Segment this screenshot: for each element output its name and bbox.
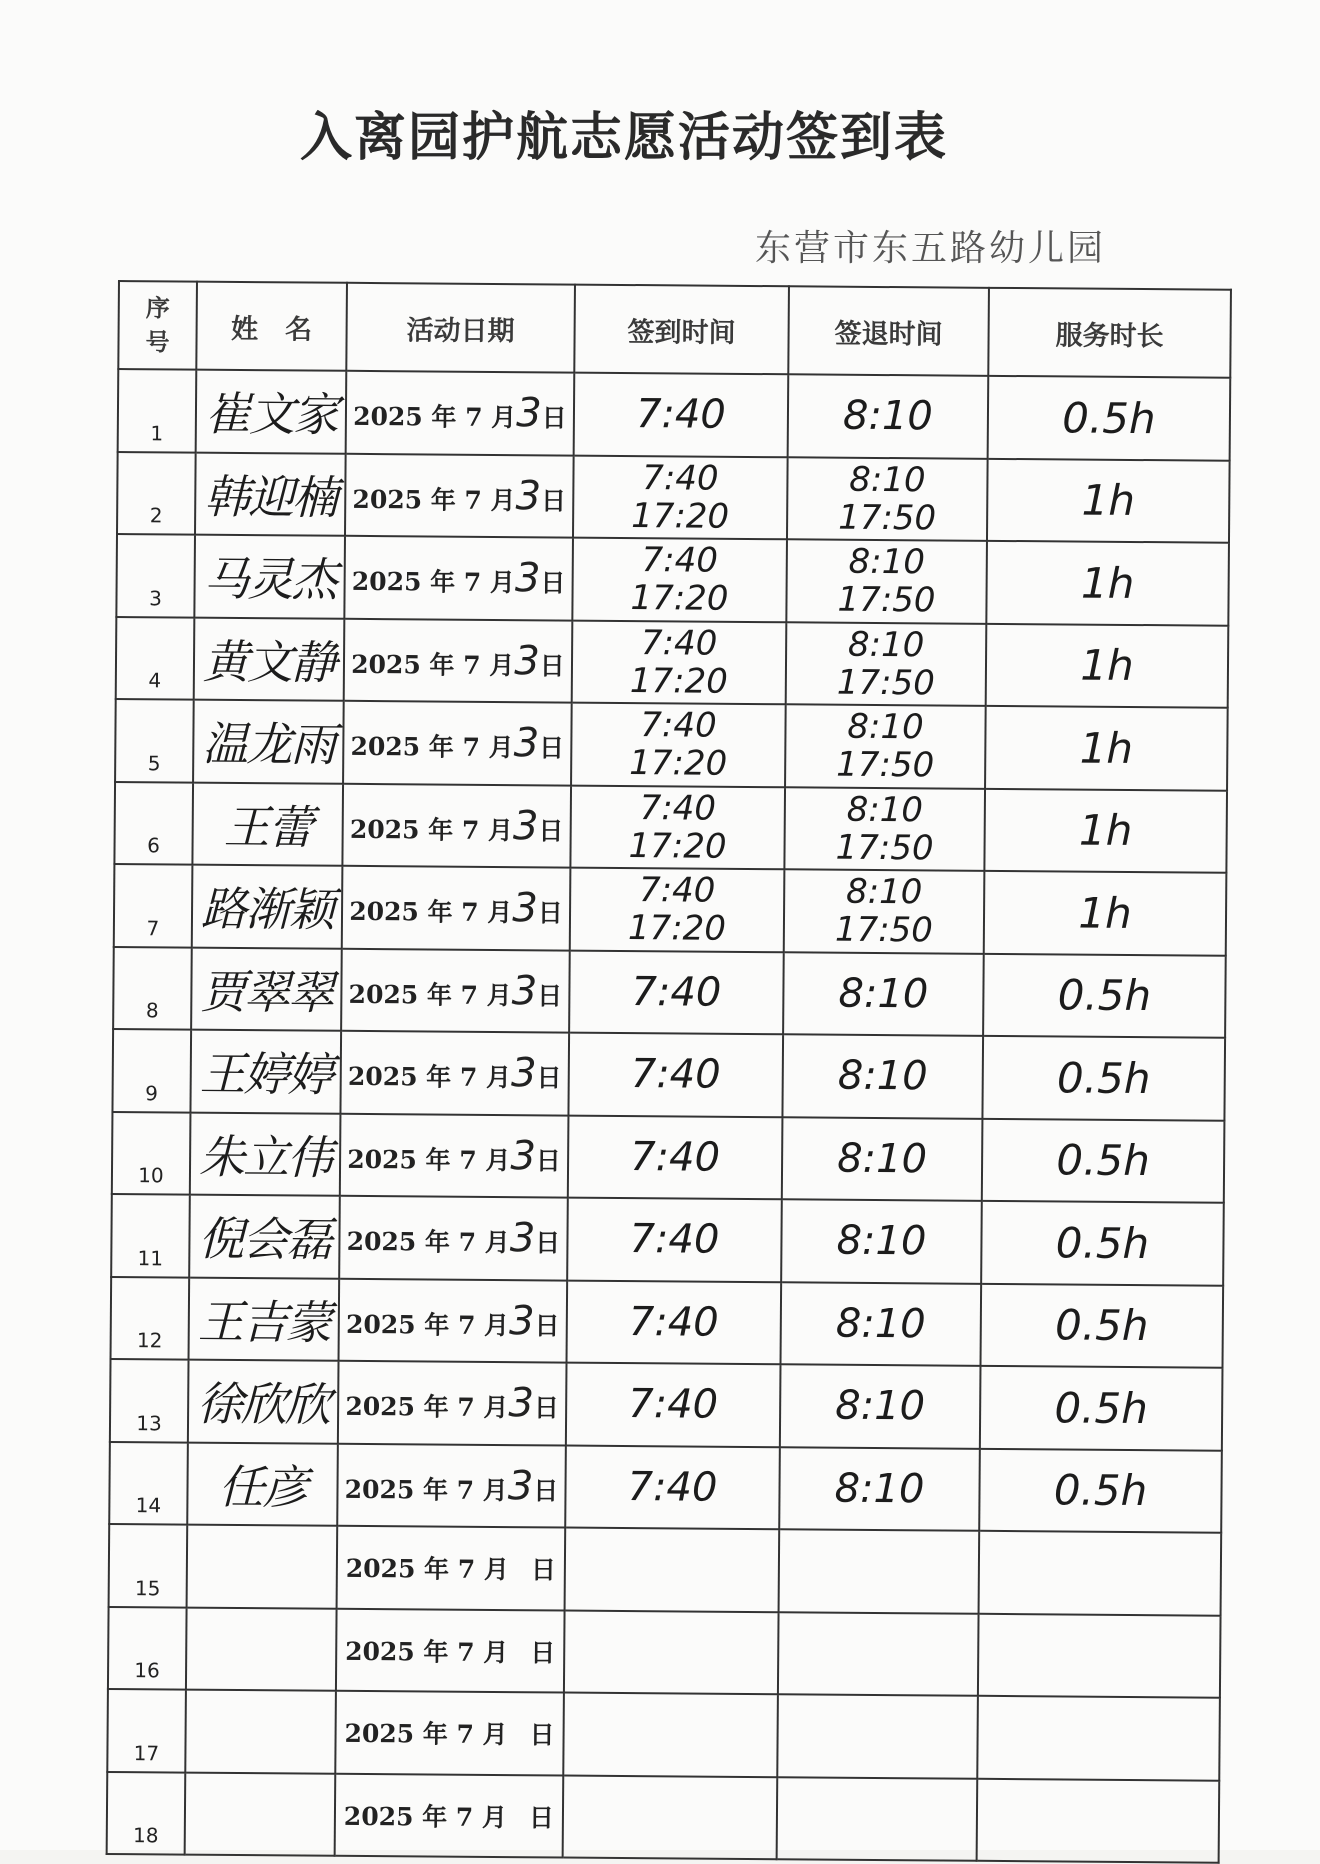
- checkin-time: 7:40: [572, 788, 784, 828]
- checkout-time: 8:10: [838, 970, 928, 1017]
- date-suffix: 日: [538, 816, 563, 845]
- row-seq: 5: [115, 699, 194, 782]
- date-prefix: 2025 年 7 月: [345, 1392, 508, 1422]
- header-duration: 服务时长: [988, 288, 1231, 378]
- date-suffix: 日: [537, 981, 562, 1010]
- row-duration: 1h: [986, 541, 1229, 625]
- header-checkout: 签退时间: [788, 286, 989, 376]
- table-row: [110, 1359, 1223, 1450]
- checkin-time: 17:20: [571, 826, 783, 866]
- row-name: 倪会磊: [189, 1195, 340, 1279]
- checkin-time: 7:40: [573, 623, 785, 663]
- checkin-time: 7:40: [631, 1051, 721, 1098]
- checkin-time: 7:40: [627, 1464, 717, 1511]
- row-duration: 0.5h: [980, 1366, 1223, 1450]
- checkout-time: 17:50: [785, 828, 983, 868]
- date-suffix: 日: [540, 651, 565, 680]
- row-name: [185, 1690, 336, 1774]
- row-checkin: [573, 455, 788, 539]
- table-row: [114, 781, 1227, 872]
- row-seq: 1: [118, 369, 197, 452]
- date-day: 3: [508, 1380, 534, 1426]
- row-checkout: [780, 1364, 981, 1448]
- row-checkout: [782, 1034, 983, 1118]
- row-name: 朱立伟: [190, 1112, 341, 1196]
- row-checkout: [785, 704, 986, 788]
- row-checkin: [565, 1445, 780, 1529]
- checkout-time: 8:10: [843, 393, 933, 440]
- row-checkout: [782, 1117, 983, 1201]
- row-checkin: [565, 1528, 780, 1612]
- header-date: 活动日期: [346, 283, 575, 373]
- date-suffix: 日: [530, 1638, 555, 1667]
- row-checkout: [781, 1282, 982, 1366]
- date-prefix: 2025 年 7 月: [347, 1145, 510, 1175]
- row-checkout: [781, 1199, 982, 1283]
- row-seq: 15: [109, 1524, 188, 1607]
- checkin-time: 7:40: [574, 458, 786, 498]
- row-checkout: [784, 787, 985, 871]
- row-checkin: [574, 373, 789, 457]
- row-date: [337, 1526, 566, 1610]
- row-date: [340, 1113, 569, 1197]
- row-checkin: [568, 1033, 783, 1117]
- row-date: [339, 1278, 568, 1362]
- checkout-time: 8:10: [787, 625, 985, 665]
- row-duration: 0.5h: [982, 1036, 1225, 1120]
- date-day: 3: [514, 638, 540, 684]
- row-checkout: [784, 869, 985, 953]
- checkout-time: 8:10: [838, 1053, 928, 1100]
- row-checkin: [566, 1363, 781, 1447]
- checkin-time: 7:40: [574, 541, 786, 581]
- row-checkout: [788, 374, 989, 458]
- row-checkout: [786, 622, 987, 706]
- row-checkin: [568, 1115, 783, 1199]
- row-duration: 1h: [984, 871, 1227, 955]
- row-date: [343, 701, 572, 785]
- row-name: 黄文静: [194, 617, 345, 701]
- checkin-time: 7:40: [572, 706, 784, 746]
- row-date: [339, 1196, 568, 1280]
- checkin-time: 7:40: [636, 391, 726, 438]
- row-duration: 1h: [985, 706, 1228, 790]
- row-seq: 16: [108, 1606, 187, 1689]
- sheet-subtitle: 东营市东五路幼儿园: [755, 220, 1106, 271]
- date-prefix: 2025 年 7 月: [349, 897, 512, 927]
- date-prefix: 2025 年 7 月: [344, 1802, 507, 1832]
- row-checkin: [570, 868, 785, 952]
- date-day: 3: [514, 720, 540, 766]
- row-duration: 0.5h: [988, 376, 1231, 460]
- row-name: [185, 1772, 336, 1856]
- date-prefix: 2025 年 7 月: [352, 567, 515, 597]
- checkin-time: 17:20: [574, 496, 786, 536]
- table-row: [111, 1276, 1224, 1367]
- date-suffix: 日: [540, 569, 565, 598]
- table-row: [109, 1524, 1222, 1615]
- row-checkin: [563, 1775, 778, 1859]
- row-name: 路渐颖: [192, 865, 343, 949]
- row-date: [337, 1443, 566, 1527]
- row-seq: 3: [116, 534, 195, 617]
- row-date: [335, 1773, 564, 1857]
- row-name: 王吉蒙: [189, 1277, 340, 1361]
- checkin-time: 7:40: [629, 1299, 719, 1346]
- row-name: 马灵杰: [194, 535, 345, 619]
- checkout-time: 8:10: [788, 543, 986, 583]
- row-checkout: [779, 1447, 980, 1531]
- signin-table: [106, 280, 1232, 1864]
- date-suffix: 日: [541, 486, 566, 515]
- row-name: 王婷婷: [190, 1030, 341, 1114]
- row-checkin: [569, 950, 784, 1034]
- row-checkin: [564, 1610, 779, 1694]
- checkin-time: 7:40: [630, 1134, 720, 1181]
- row-name: [187, 1525, 338, 1609]
- date-suffix: 日: [533, 1476, 558, 1505]
- header-seq-label: 序 号: [119, 291, 196, 360]
- date-day: 3: [512, 885, 538, 931]
- checkout-time: 17:50: [788, 498, 986, 538]
- table-row: [109, 1441, 1222, 1532]
- signin-table-wrap: [106, 280, 1230, 1864]
- row-name: 韩迎楠: [195, 452, 346, 536]
- row-date: [345, 453, 574, 537]
- table-row: [116, 534, 1229, 625]
- date-suffix: 日: [534, 1394, 559, 1423]
- row-seq: 18: [107, 1771, 186, 1854]
- checkin-time: 7:40: [628, 1381, 718, 1428]
- table-row: [113, 946, 1226, 1037]
- row-date: [338, 1361, 567, 1445]
- row-seq: 9: [112, 1029, 191, 1112]
- row-seq: 6: [114, 781, 193, 864]
- row-seq: 4: [116, 616, 195, 699]
- checkout-time: 8:10: [785, 873, 983, 913]
- date-suffix: 日: [539, 734, 564, 763]
- row-name: 贾翠翠: [191, 947, 342, 1031]
- date-prefix: 2025 年 7 月: [346, 1554, 509, 1584]
- row-checkin: [572, 620, 787, 704]
- table-row: [111, 1194, 1224, 1285]
- row-date: [342, 783, 571, 867]
- date-day: 3: [510, 1133, 536, 1179]
- checkout-time: 17:50: [786, 746, 984, 786]
- checkin-time: 17:20: [571, 909, 783, 949]
- date-prefix: 2025 年 7 月: [348, 1062, 511, 1092]
- row-checkin: [563, 1693, 778, 1777]
- checkout-time: 8:10: [835, 1383, 925, 1430]
- row-duration: 0.5h: [983, 953, 1226, 1037]
- row-duration: [979, 1531, 1222, 1615]
- checkout-time: 8:10: [834, 1465, 924, 1512]
- table-row: [118, 369, 1231, 460]
- date-prefix: 2025 年 7 月: [345, 1637, 508, 1667]
- row-duration: [978, 1613, 1221, 1697]
- row-duration: [977, 1778, 1220, 1862]
- row-seq: 14: [109, 1441, 188, 1524]
- checkout-time: 8:10: [836, 1300, 926, 1347]
- header-row: [118, 281, 1231, 378]
- row-checkin: [571, 703, 786, 787]
- row-date: [342, 866, 571, 950]
- date-suffix: 日: [538, 899, 563, 928]
- header-name: 姓 名: [196, 282, 347, 371]
- date-day: 3: [508, 1463, 534, 1509]
- row-checkout: [783, 952, 984, 1036]
- row-name: 温龙雨: [193, 700, 344, 784]
- date-suffix: 日: [536, 1064, 561, 1093]
- date-day: 3: [512, 968, 538, 1014]
- checkout-time: 17:50: [787, 663, 985, 703]
- checkout-time: 8:10: [836, 1218, 926, 1265]
- date-prefix: 2025 年 7 月: [347, 1227, 510, 1257]
- checkout-time: 8:10: [786, 790, 984, 830]
- table-row: [112, 1029, 1225, 1120]
- table-row: [108, 1606, 1221, 1697]
- row-name: [186, 1607, 337, 1691]
- row-duration: 1h: [987, 458, 1230, 542]
- date-day: 3: [509, 1298, 535, 1344]
- row-checkout: [777, 1694, 978, 1778]
- date-day: 3: [513, 803, 539, 849]
- table-body: [107, 369, 1231, 1863]
- row-seq: 12: [111, 1276, 190, 1359]
- checkin-time: 7:40: [629, 1216, 719, 1263]
- date-suffix: 日: [534, 1311, 559, 1340]
- date-prefix: 2025 年 7 月: [349, 980, 512, 1010]
- date-prefix: 2025 年 7 月: [353, 402, 516, 432]
- table-row: [115, 699, 1228, 790]
- checkin-time: 17:20: [572, 744, 784, 784]
- date-day: 3: [511, 1050, 537, 1096]
- row-checkin: [567, 1198, 782, 1282]
- row-date: [340, 1031, 569, 1115]
- table-row: [117, 452, 1230, 543]
- table-row: [107, 1771, 1220, 1862]
- date-suffix: 日: [529, 1803, 554, 1832]
- row-seq: 7: [114, 864, 193, 947]
- row-checkout: [787, 457, 988, 541]
- date-suffix: 日: [531, 1556, 556, 1585]
- checkout-time: 8:10: [786, 708, 984, 748]
- row-name: 崔文家: [196, 370, 347, 454]
- checkout-time: 17:50: [785, 911, 983, 951]
- checkout-time: 8:10: [837, 1135, 927, 1182]
- date-day: 3: [515, 555, 541, 601]
- row-duration: 0.5h: [982, 1118, 1225, 1202]
- table-row: [112, 1111, 1225, 1202]
- row-duration: 1h: [984, 788, 1227, 872]
- row-duration: 0.5h: [981, 1201, 1224, 1285]
- row-date: [335, 1691, 564, 1775]
- checkin-time: 17:20: [573, 579, 785, 619]
- date-prefix: 2025 年 7 月: [345, 1475, 508, 1505]
- row-duration: [977, 1696, 1220, 1780]
- date-day: 3: [516, 390, 542, 436]
- date-day: 3: [510, 1215, 536, 1261]
- date-prefix: 2025 年 7 月: [344, 1719, 507, 1749]
- row-checkin: [570, 785, 785, 869]
- date-prefix: 2025 年 7 月: [351, 650, 514, 680]
- checkout-time: 17:50: [787, 581, 985, 621]
- date-day: 3: [515, 473, 541, 519]
- checkin-time: 7:40: [571, 871, 783, 911]
- table-row: [114, 864, 1227, 955]
- row-date: [346, 371, 575, 455]
- row-checkout: [777, 1777, 978, 1861]
- row-duration: 0.5h: [980, 1283, 1223, 1367]
- row-checkin: [572, 538, 787, 622]
- row-name: 任彦: [187, 1442, 338, 1526]
- header-seq: [118, 281, 197, 370]
- row-seq: 17: [107, 1689, 186, 1772]
- checkout-time: 8:10: [788, 460, 986, 500]
- date-prefix: 2025 年 7 月: [346, 1310, 509, 1340]
- row-date: [341, 948, 570, 1032]
- row-seq: 2: [117, 452, 196, 535]
- date-suffix: 日: [542, 404, 567, 433]
- date-suffix: 日: [536, 1146, 561, 1175]
- sheet-title: 入离园护航志愿活动签到表: [300, 95, 960, 170]
- row-name: 王蕾: [192, 782, 343, 866]
- row-seq: 11: [111, 1194, 190, 1277]
- row-checkout: [779, 1529, 980, 1613]
- row-checkout: [786, 539, 987, 623]
- date-suffix: 日: [535, 1229, 560, 1258]
- checkin-time: 7:40: [631, 969, 721, 1016]
- row-date: [344, 618, 573, 702]
- row-seq: 13: [110, 1359, 189, 1442]
- row-duration: 0.5h: [979, 1448, 1222, 1532]
- date-prefix: 2025 年 7 月: [350, 815, 513, 845]
- row-date: [344, 536, 573, 620]
- row-date: [336, 1608, 565, 1692]
- row-checkin: [567, 1280, 782, 1364]
- row-duration: 1h: [986, 623, 1229, 707]
- date-prefix: 2025 年 7 月: [352, 485, 515, 515]
- date-prefix: 2025 年 7 月: [350, 732, 513, 762]
- row-seq: 10: [112, 1111, 191, 1194]
- header-checkin: 签到时间: [574, 285, 789, 375]
- row-seq: 8: [113, 946, 192, 1029]
- checkin-time: 17:20: [573, 661, 785, 701]
- date-suffix: 日: [530, 1721, 555, 1750]
- row-name: 徐欣欣: [188, 1360, 339, 1444]
- table-row: [116, 616, 1229, 707]
- row-checkout: [778, 1612, 979, 1696]
- table-row: [107, 1689, 1220, 1780]
